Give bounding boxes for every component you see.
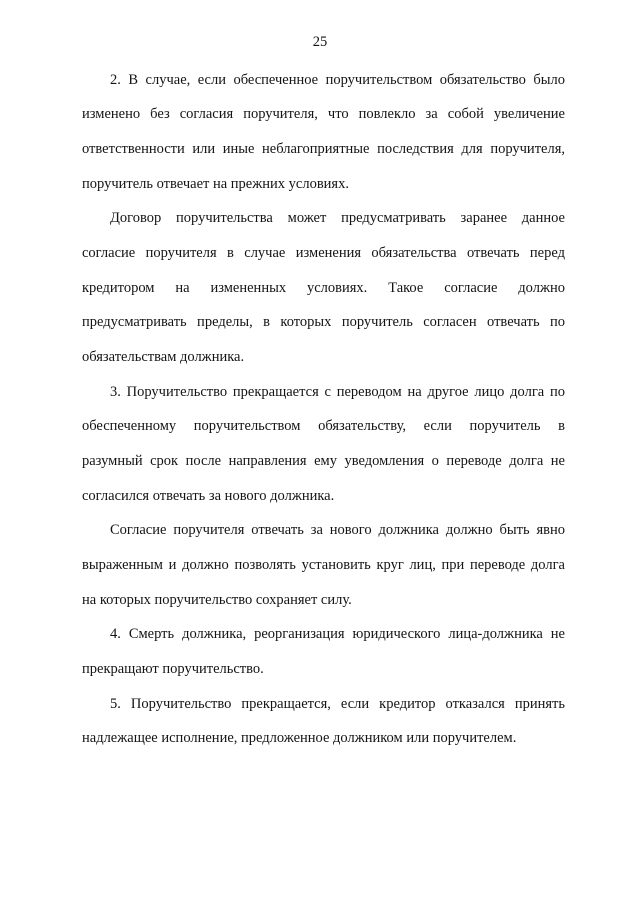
text-line: обязательствам должника.	[82, 349, 245, 366]
text-line: предусматривать пределы, в которых поручитель согласен отвечать по	[82, 314, 565, 331]
text-line: прекращают поручительство.	[82, 661, 264, 678]
paragraph	[82, 201, 565, 374]
text-line: согласие поручителя в случае изменения обязательства отвечать перед	[82, 245, 565, 262]
text-line: разумный срок после направления ему уведомления о переводе долга не	[82, 453, 565, 470]
text-line: согласился отвечать за нового должника.	[82, 487, 335, 504]
text-line: Согласие поручителя отвечать за нового должника должно быть явно	[110, 522, 565, 539]
page-number: 25	[312, 34, 328, 50]
text-line: 3. Поручительство прекращается с переводом на другое лицо долга по	[110, 383, 565, 400]
text-line: 4. Смерть должника, реорганизация юридического лица-должника не	[110, 626, 565, 643]
text-line: обеспеченному поручительством обязательству, если поручитель в	[82, 418, 565, 435]
paragraph	[82, 63, 565, 202]
text-line: надлежащее исполнение, предложенное должником или поручителем.	[82, 730, 517, 747]
text-line: кредитором на измененных условиях. Такое согласие должно	[82, 279, 565, 296]
text-line: поручитель отвечает на прежних условиях.	[82, 175, 349, 192]
document-body	[82, 63, 565, 756]
text-line: изменено без согласия поручителя, что повлекло за собой увеличение	[82, 106, 565, 123]
paragraph	[82, 513, 565, 617]
paragraph	[82, 687, 565, 756]
text-line: 5. Поручительство прекращается, если кредитор отказался принять	[110, 695, 565, 712]
text-line: ответственности или иные неблагоприятные последствия для поручителя,	[82, 141, 565, 158]
paragraph	[82, 617, 565, 686]
text-line: выраженным и должно позволять установить круг лиц, при переводе долга	[82, 557, 565, 574]
text-line: Договор поручительства может предусматривать заранее данное	[110, 210, 565, 227]
text-line: 2. В случае, если обеспеченное поручительством обязательство было	[110, 71, 565, 88]
text-line: на которых поручительство сохраняет силу.	[82, 591, 352, 608]
paragraph	[82, 375, 565, 514]
